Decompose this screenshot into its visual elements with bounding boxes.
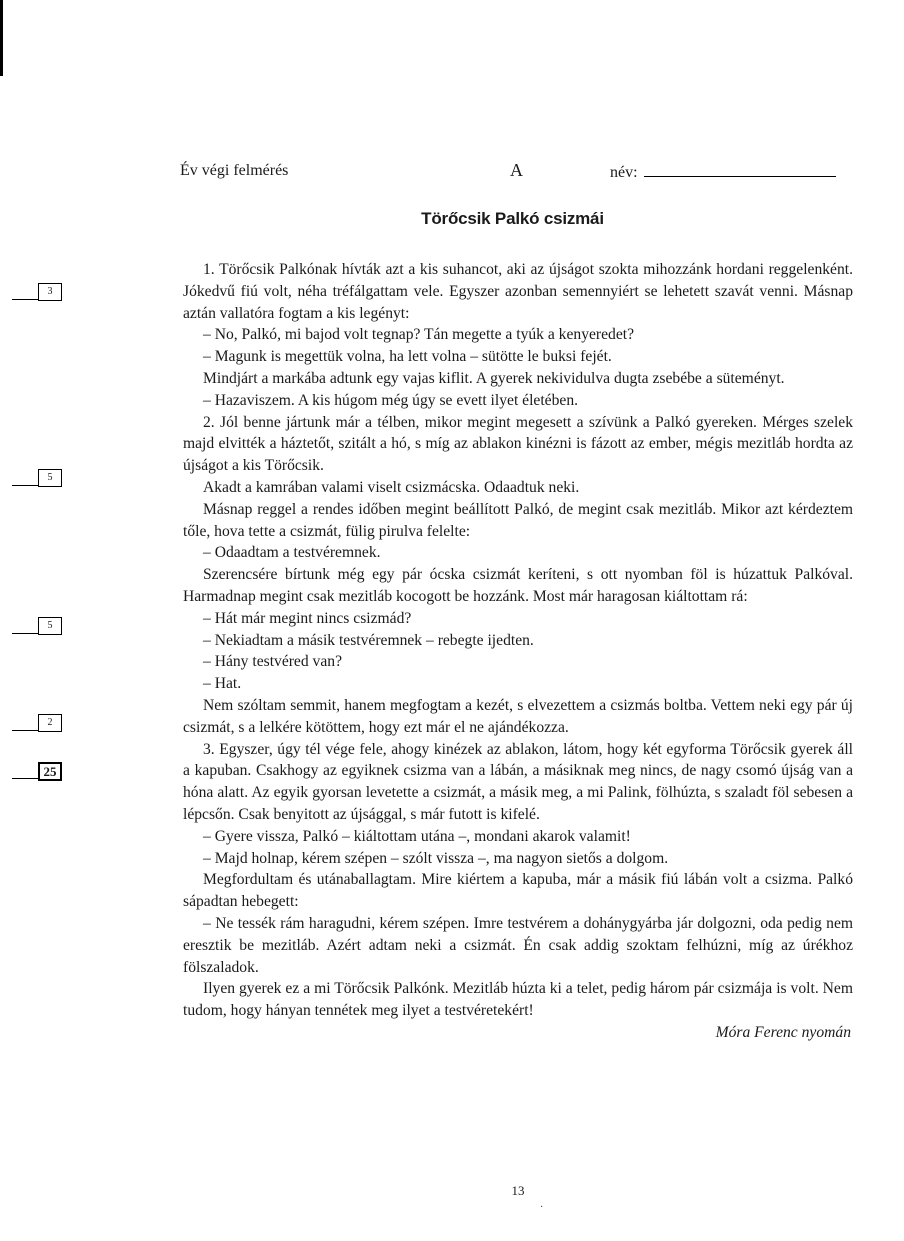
dialogue-line: – Gyere vissza, Palkó – kiáltottam utána –, mondani akarok valamit! [203,827,631,845]
score-value: 5 [38,469,62,487]
test-version: A [510,160,523,180]
name-field[interactable] [610,162,836,182]
score-value: 3 [38,283,62,301]
dialogue-line: – Hat. [203,675,242,693]
paragraph: Megfordultam és utánaballagtam. Mire kiértem a kapuba, már a másik fiú lábán volt a csizma. Palkó sápadtan hebegett: [183,871,853,911]
score-value: 5 [38,617,62,635]
name-label: név: [610,164,638,181]
paragraph: Nem szóltam semmit, hanem megfogtam a kezét, s elvezettem a csizmás boltba. Vettem neki egy pár új csizmát, s a lelkére kötöttem, hogy ezt már el ne ajándékozza. [183,696,853,736]
dialogue-line: – Odaadtam a testvéremnek. [203,544,381,562]
score-box-section-3 [12,617,52,634]
dialogue-line: – Magunk is megettük volna, ha lett volna – sütötte le buksi fejét. [203,348,612,366]
paragraph: 1. Törőcsik Palkónak hívták azt a kis suhancot, aki az újságot szokta mihozzánk hordani reggelenként. Jókedvű fiú volt, néha tréfálgattam vele. Egyszer azonban semennyiért se lehetett szavát venni. Másnap aztán vallatóra fogtam a kis legényt: [183,261,853,322]
score-box-section-2 [12,469,52,486]
story-title: Törőcsik Palkó csizmái [421,209,604,228]
paragraph: 3. Egyszer, úgy tél vége fele, ahogy kinézek az ablakon, látom, hogy két egyforma Törőcsik gyerek áll a kapuban. Csakhogy az egyiknek csizma van a lábán, a másiknak meg nincs, de nagy csomó újság van a hóna alatt. Az egyik gyorsan levetette a csizmát, a másik meg, a mi Palink, fölhúzta, s szaladt föl sebesen a lépcsőn. Csak benyitott az újsággal, s már futott is kifelé. [183,740,853,823]
paragraph: Mindjárt a markába adtunk egy vajas kiflit. A gyerek nekividulva dugta zsebébe a süteményt. [203,369,785,387]
paragraph: Másnap reggel a rendes időben megint beállított Palkó, de megint csak mezitláb. Mikor azt kérdeztem tőle, hova tette a csizmát, fülig pirulva felelte: [183,500,853,540]
dialogue-line: – Nekiadtam a másik testvéremnek – rebegte ijedten. [203,631,534,649]
dialogue-line: – Ne tessék rám haragudni, kérem szépen. Imre testvérem a dohánygyárba jár dolgozni, oda pedig nem eresztik be mezitláb. Azért adtam neki a csizmát. Én csak addig szoktam felhúzni, míg az úrékhoz fölszaladok. [183,914,853,976]
paragraph: Akadt a kamrában valami viselt csizmácska. Odaadtuk neki. [203,478,580,496]
page-header [180,162,845,184]
scan-edge-line [0,0,3,76]
dialogue-line: – Majd holnap, kérem szépen – szólt vissza –, ma nagyon sietős a dolgom. [203,849,669,867]
dialogue-line: – Hány testvéred van? [203,653,342,671]
name-blank-line[interactable] [644,162,836,177]
paragraph: Szerencsére bírtunk még egy pár ócska csizmát keríteni, s ott nyomban föl is húzattuk Palkóval. Harmadnap megint csak mezitláb kocogott be hozzánk. Most már haragosan kiáltottam rá: [183,566,853,605]
paragraph: Ilyen gyerek ez a mi Törőcsik Palkónk. Mezitláb húzta ki a telet, pedig három pár csizmája is volt. Nem tudom, hogy hányan tennétek meg ilyet a testvéretekért! [183,980,853,1020]
story-text [183,259,853,1044]
author-credit: Móra Ferenc nyomán [715,1023,851,1041]
page-number: 13 [511,1183,525,1198]
score-box-section-4 [12,714,52,731]
score-box-section-1 [12,283,52,300]
score-value: 2 [38,714,62,732]
score-box-total [12,762,57,779]
dialogue-line: – No, Palkó, mi bajod volt tegnap? Tán megette a tyúk a kenyeredet? [203,326,635,344]
paragraph: 2. Jól benne jártunk már a télben, mikor megint megesett a szívünk a Palkó gyereken. Mérges szelek majd elvitték a háztetőt, szitált a hó, s míg az ablakon kinézni is fázott az ember, mégis mezitláb hordta az újságot a kis Törőcsik. [183,413,853,475]
dialogue-line: – Hát már megint nincs csizmád? [203,609,412,627]
test-title: Év végi felmérés [180,162,289,179]
score-total-value: 25 [38,762,62,781]
scan-speck: · [540,1202,544,1213]
dialogue-line: – Hazaviszem. A kis húgom még úgy se evett ilyet életében. [203,391,579,409]
